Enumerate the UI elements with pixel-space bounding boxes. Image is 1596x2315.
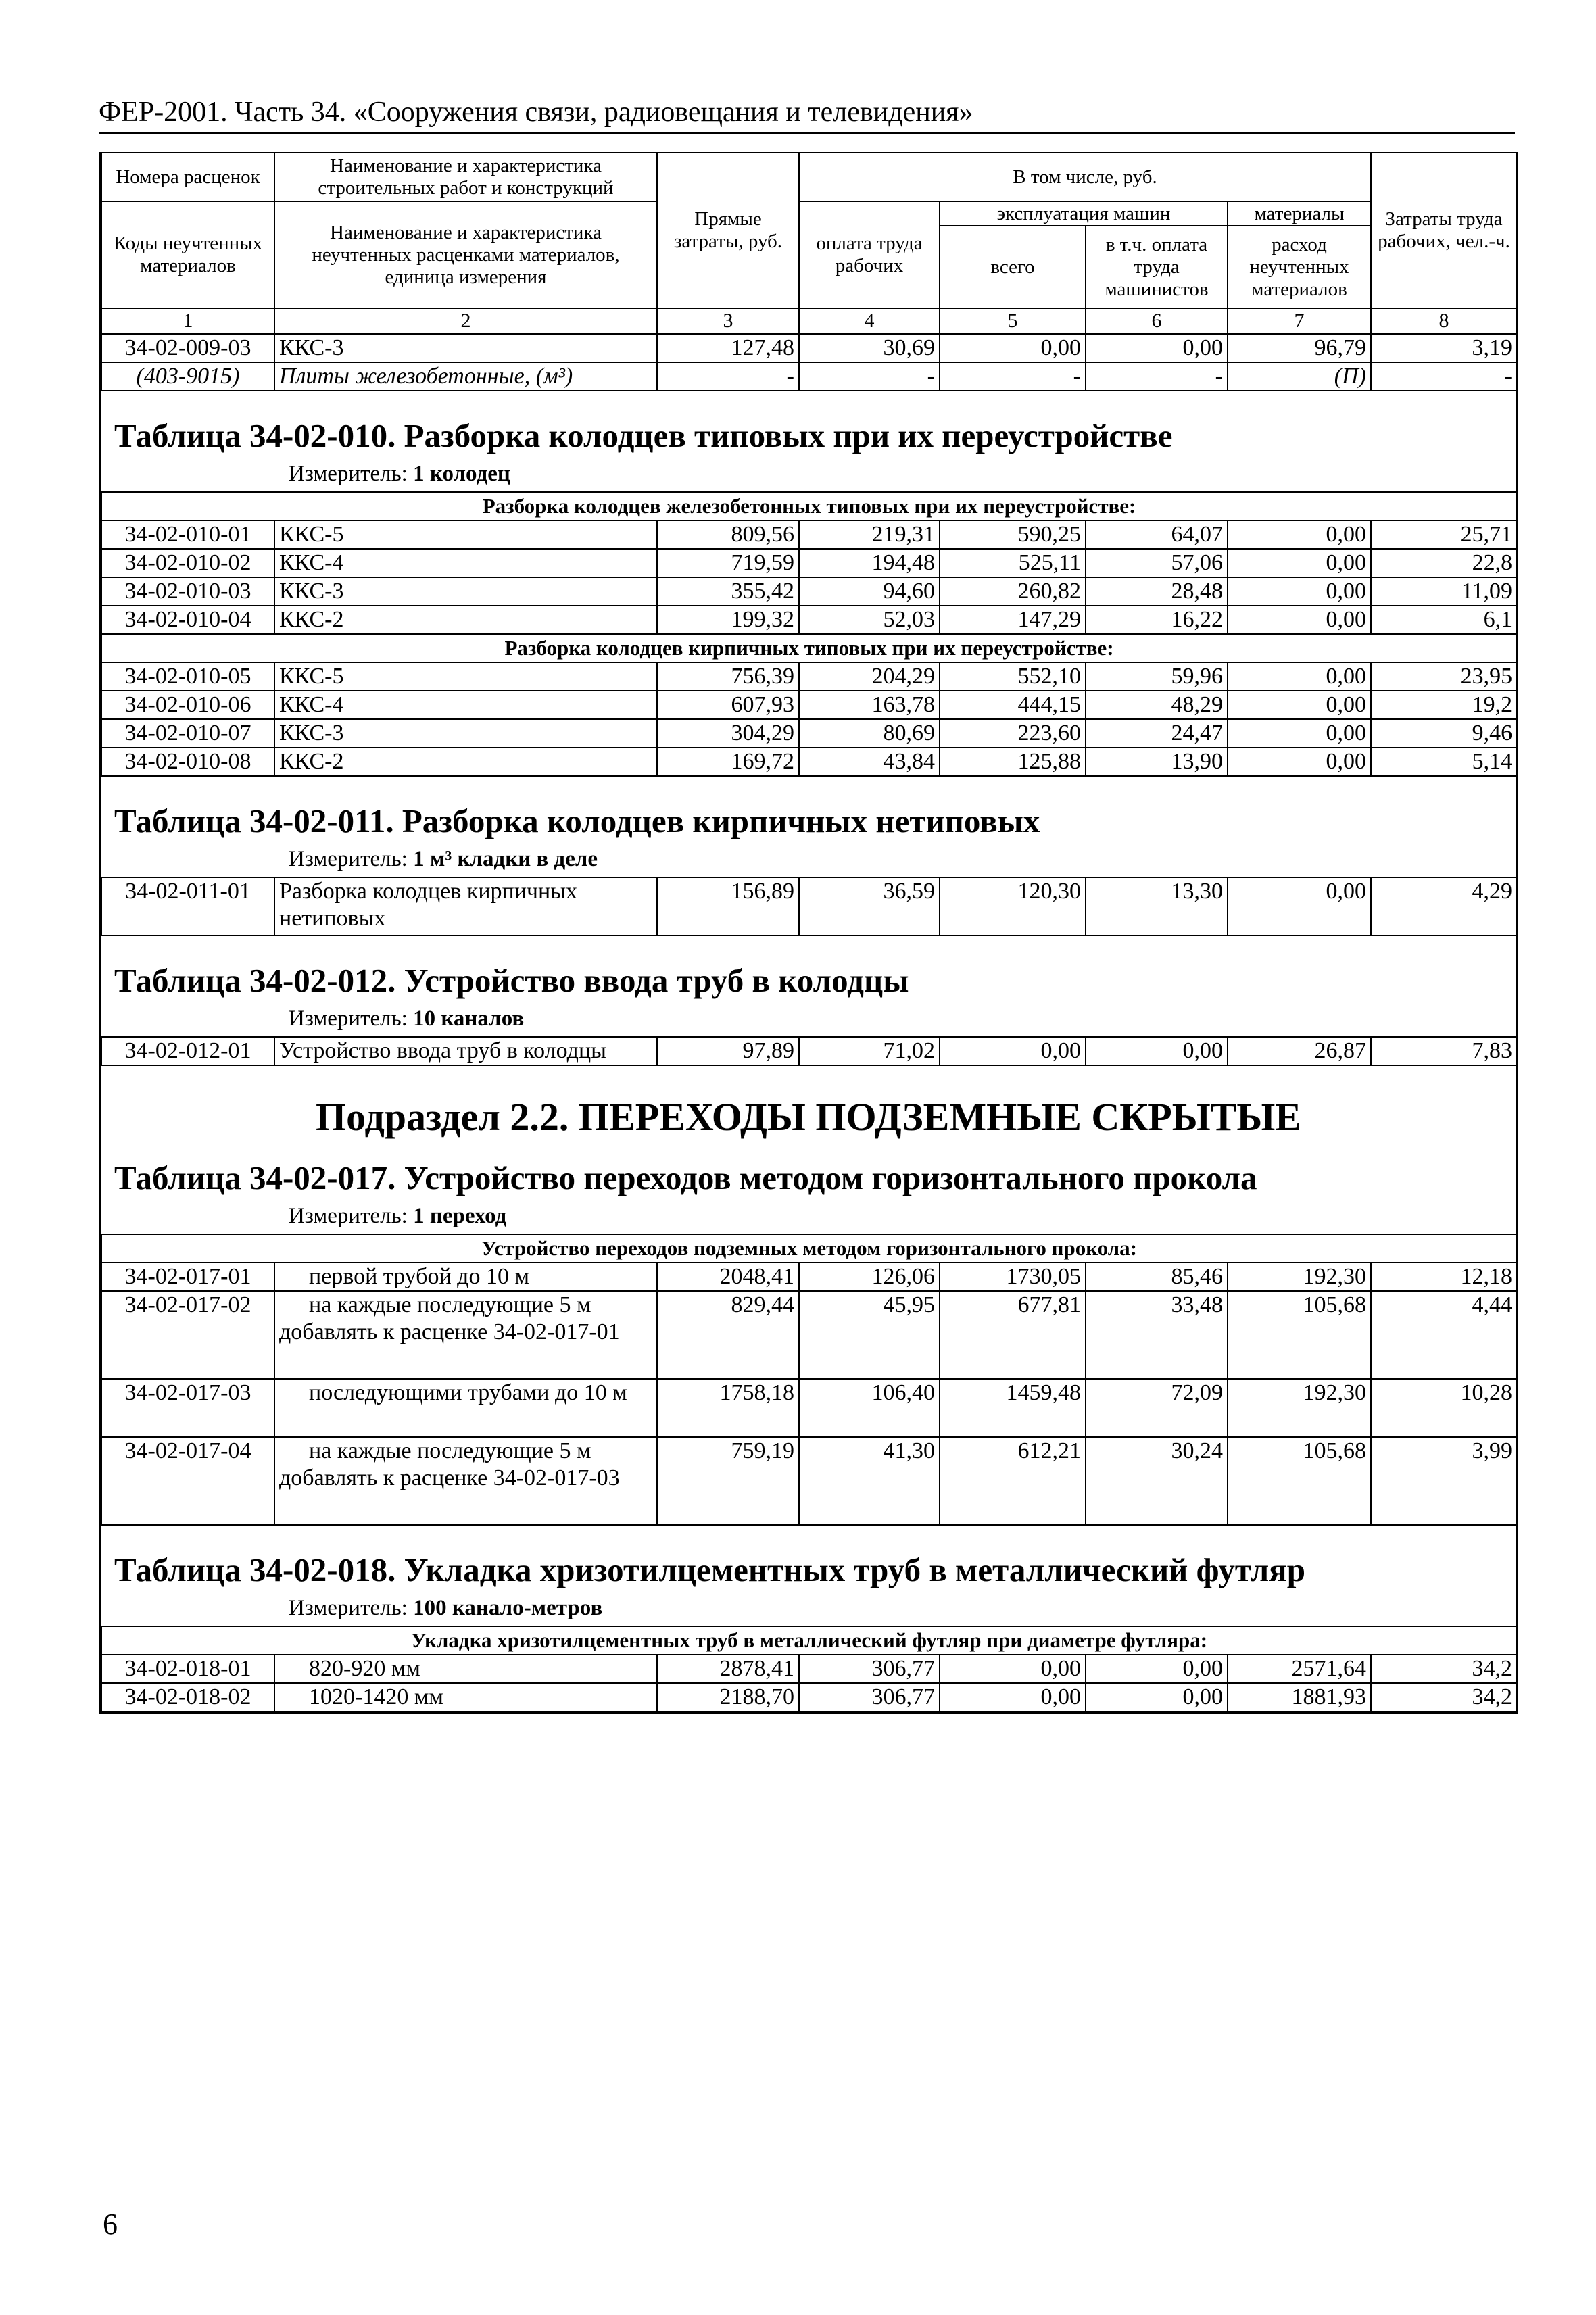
cell-direct: 759,19: [657, 1437, 799, 1525]
table-row-code: 34-02-009-03: [101, 334, 274, 362]
table-34-02-010: [101, 491, 1518, 777]
col-head-machinist-wage: в т.ч. оплата труда машинистов: [1086, 226, 1228, 308]
table-subhead: Укладка хризотилцементных труб в металлический футляр при диаметре футляра:: [101, 1626, 1517, 1655]
table-meter: [101, 843, 1516, 877]
col-head-uncounted-name: Наименование и характеристика неучтенных расценками материалов, единица измерения: [274, 201, 657, 308]
table-row-name: ККС-5: [274, 520, 657, 549]
cell-machinist: 72,09: [1086, 1379, 1228, 1437]
cell-labor: 4,44: [1371, 1291, 1517, 1379]
cell-machines: 125,88: [940, 748, 1086, 776]
table-subhead: Устройство переходов подземных методом горизонтального прокола:: [101, 1234, 1517, 1263]
table-row-name: ККС-3: [274, 577, 657, 606]
table-row-code: 34-02-017-04: [101, 1437, 274, 1525]
cell-direct: 2048,41: [657, 1263, 799, 1291]
cell-direct: 719,59: [657, 549, 799, 577]
table-meter: [101, 1002, 1516, 1036]
col-head-name: Наименование и характеристика строительных работ и конструкций: [274, 153, 657, 201]
col-head-machines-total: всего: [940, 226, 1086, 308]
cell-direct: -: [657, 362, 799, 391]
col-head-wage: оплата труда рабочих: [799, 201, 940, 308]
col-head-machines: эксплуатация машин: [940, 201, 1228, 226]
cell-direct: 2188,70: [657, 1683, 799, 1711]
cell-direct: 304,29: [657, 719, 799, 748]
cell-direct: 127,48: [657, 334, 799, 362]
page-header: ФЕР-2001. Часть 34. «Сооружения связи, радиовещания и телевидения»: [99, 95, 1515, 134]
cell-labor: 9,46: [1371, 719, 1517, 748]
table-row-name: ККС-2: [274, 606, 657, 634]
cell-labor: 22,8: [1371, 549, 1517, 577]
table-row-name: ККС-3: [274, 334, 657, 362]
table-row-code: 34-02-010-04: [101, 606, 274, 634]
cell-machinist: 0,00: [1086, 1037, 1228, 1065]
cell-machines: 223,60: [940, 719, 1086, 748]
table-row-name: Устройство ввода труб в колодцы: [274, 1037, 657, 1065]
cell-machinist: 0,00: [1086, 334, 1228, 362]
table-row-name: ККС-4: [274, 549, 657, 577]
meter-value: 1 переход: [413, 1204, 507, 1228]
cell-machinist: 57,06: [1086, 549, 1228, 577]
header-table: [101, 152, 1518, 391]
cell-machines: 1730,05: [940, 1263, 1086, 1291]
col-head-material-use: расход неучтенных материалов: [1228, 226, 1371, 308]
cell-materials: 0,00: [1228, 520, 1371, 549]
cell-labor: 5,14: [1371, 748, 1517, 776]
table-34-02-017: [101, 1234, 1518, 1526]
cell-direct: 355,42: [657, 577, 799, 606]
cell-materials: 0,00: [1228, 662, 1371, 691]
cell-machines: 677,81: [940, 1291, 1086, 1379]
cell-materials: 0,00: [1228, 691, 1371, 719]
cell-machines: 444,15: [940, 691, 1086, 719]
cell-machines: 552,10: [940, 662, 1086, 691]
col-number: 7: [1228, 308, 1371, 334]
col-number: 4: [799, 308, 940, 334]
table-row-code: 34-02-018-02: [101, 1683, 274, 1711]
cell-wage: 194,48: [799, 549, 940, 577]
col-number: 2: [274, 308, 657, 334]
table-title: Таблица 34-02-010. Разборка колодцев типовых при их переустройстве: [114, 417, 1173, 454]
meter-value: 10 каналов: [413, 1006, 525, 1031]
cell-machinist: 48,29: [1086, 691, 1228, 719]
cell-machines: 147,29: [940, 606, 1086, 634]
col-number: 8: [1371, 308, 1517, 334]
table-row-name: ККС-2: [274, 748, 657, 776]
cell-wage: 52,03: [799, 606, 940, 634]
cell-machines: 525,11: [940, 549, 1086, 577]
table-row-code: 34-02-017-01: [101, 1263, 274, 1291]
col-head-labor: Затраты труда рабочих, чел.-ч.: [1371, 153, 1517, 308]
col-head-uncounted-codes: Коды неучтенных материалов: [101, 201, 274, 308]
cell-wage: -: [799, 362, 940, 391]
meter-label: Измеритель:: [289, 1596, 408, 1620]
cell-machinist: 24,47: [1086, 719, 1228, 748]
table-row-code: 34-02-012-01: [101, 1037, 274, 1065]
col-number: 1: [101, 308, 274, 334]
table-row-name: ККС-5: [274, 662, 657, 691]
col-number: 5: [940, 308, 1086, 334]
meter-label: Измеритель:: [289, 847, 408, 871]
cell-materials: 192,30: [1228, 1263, 1371, 1291]
table-subhead: Разборка колодцев железобетонных типовых при их переустройстве:: [101, 492, 1517, 520]
cell-wage: 219,31: [799, 520, 940, 549]
meter-value: 1 колодец: [413, 462, 510, 486]
cell-direct: 829,44: [657, 1291, 799, 1379]
cell-labor: 7,83: [1371, 1037, 1517, 1065]
cell-direct: 156,89: [657, 877, 799, 935]
table-row-code: 34-02-010-02: [101, 549, 274, 577]
cell-labor: -: [1371, 362, 1517, 391]
table-34-02-018: [101, 1626, 1518, 1712]
cell-machines: 120,30: [940, 877, 1086, 935]
table-row-name: ККС-4: [274, 691, 657, 719]
table-subhead: Разборка колодцев кирпичных типовых при их переустройстве:: [101, 634, 1517, 662]
cell-wage: 94,60: [799, 577, 940, 606]
cell-direct: 809,56: [657, 520, 799, 549]
cell-direct: 169,72: [657, 748, 799, 776]
cell-machinist: 33,48: [1086, 1291, 1228, 1379]
cell-materials: 0,00: [1228, 549, 1371, 577]
cell-direct: 607,93: [657, 691, 799, 719]
cell-wage: 80,69: [799, 719, 940, 748]
cell-labor: 12,18: [1371, 1263, 1517, 1291]
table-row-code: 34-02-017-02: [101, 1291, 274, 1379]
cell-machines: 0,00: [940, 334, 1086, 362]
cell-labor: 4,29: [1371, 877, 1517, 935]
table-row-name: первой трубой до 10 м: [274, 1263, 657, 1291]
meter-value: 100 канало-метров: [413, 1596, 603, 1620]
table-row-code: 34-02-010-06: [101, 691, 274, 719]
section-title: Подраздел 2.2. ПЕРЕХОДЫ ПОДЗЕМНЫЕ СКРЫТЫЕ: [316, 1095, 1301, 1139]
cell-machines: 0,00: [940, 1655, 1086, 1683]
meter-label: Измеритель:: [289, 462, 408, 486]
col-number: 3: [657, 308, 799, 334]
cell-machinist: 28,48: [1086, 577, 1228, 606]
col-head-materials: материалы: [1228, 201, 1371, 226]
table-row-code: (403-9015): [101, 362, 274, 391]
table-row-code: 34-02-018-01: [101, 1655, 274, 1683]
cell-wage: 30,69: [799, 334, 940, 362]
cell-materials: 1881,93: [1228, 1683, 1371, 1711]
table-row-name: последующими трубами до 10 м: [274, 1379, 657, 1437]
table-row-code: 34-02-011-01: [101, 877, 274, 935]
cell-machines: 1459,48: [940, 1379, 1086, 1437]
table-row-code: 34-02-010-08: [101, 748, 274, 776]
cell-labor: 34,2: [1371, 1655, 1517, 1683]
cell-materials: 0,00: [1228, 877, 1371, 935]
cell-materials: 0,00: [1228, 748, 1371, 776]
cell-machines: 0,00: [940, 1683, 1086, 1711]
table-row-name: 1020-1420 мм: [274, 1683, 657, 1711]
table-row-code: 34-02-010-03: [101, 577, 274, 606]
cell-machinist: 13,90: [1086, 748, 1228, 776]
cell-labor: 10,28: [1371, 1379, 1517, 1437]
col-head-incl: В том числе, руб.: [799, 153, 1371, 201]
cell-labor: 3,19: [1371, 334, 1517, 362]
cell-wage: 306,77: [799, 1655, 940, 1683]
cell-machinist: 16,22: [1086, 606, 1228, 634]
cell-materials: 105,68: [1228, 1291, 1371, 1379]
meter-label: Измеритель:: [289, 1006, 408, 1031]
cell-wage: 106,40: [799, 1379, 940, 1437]
cell-labor: 23,95: [1371, 662, 1517, 691]
col-head-codes: Номера расценок: [101, 153, 274, 201]
cell-labor: 34,2: [1371, 1683, 1517, 1711]
table-row-name: на каждые последующие 5 м добавлять к расценке 34-02-017-01: [274, 1291, 657, 1379]
cell-wage: 71,02: [799, 1037, 940, 1065]
cell-materials: 0,00: [1228, 606, 1371, 634]
table-title: Таблица 34-02-017. Устройство переходов методом горизонтального прокола: [114, 1159, 1257, 1196]
cell-machinist: -: [1086, 362, 1228, 391]
table-row-code: 34-02-010-07: [101, 719, 274, 748]
meter-label: Измеритель:: [289, 1204, 408, 1228]
table-34-02-012: [101, 1036, 1518, 1066]
table-34-02-011: [101, 877, 1518, 936]
cell-wage: 41,30: [799, 1437, 940, 1525]
cell-wage: 43,84: [799, 748, 940, 776]
cell-machines: 590,25: [940, 520, 1086, 549]
table-row-name: на каждые последующие 5 м добавлять к расценке 34-02-017-03: [274, 1437, 657, 1525]
table-row-code: 34-02-010-05: [101, 662, 274, 691]
table-meter: [101, 1200, 1516, 1234]
cell-wage: 306,77: [799, 1683, 940, 1711]
cell-direct: 1758,18: [657, 1379, 799, 1437]
page-number: 6: [103, 2208, 118, 2241]
table-meter: [101, 1592, 1516, 1626]
table-title: Таблица 34-02-011. Разборка колодцев кирпичных нетиповых: [114, 802, 1040, 839]
table-row-name: Разборка колодцев кирпичных нетиповых: [274, 877, 657, 935]
meter-value: 1 м³ кладки в деле: [413, 847, 598, 871]
cell-labor: 3,99: [1371, 1437, 1517, 1525]
cell-direct: 97,89: [657, 1037, 799, 1065]
cell-direct: 199,32: [657, 606, 799, 634]
document-body: [99, 152, 1518, 1714]
col-number: 6: [1086, 308, 1228, 334]
cell-machinist: 13,30: [1086, 877, 1228, 935]
cell-materials: 0,00: [1228, 577, 1371, 606]
cell-materials: 26,87: [1228, 1037, 1371, 1065]
cell-machines: 260,82: [940, 577, 1086, 606]
cell-wage: 126,06: [799, 1263, 940, 1291]
table-row-code: 34-02-017-03: [101, 1379, 274, 1437]
cell-machinist: 0,00: [1086, 1683, 1228, 1711]
cell-wage: 45,95: [799, 1291, 940, 1379]
cell-machinist: 59,96: [1086, 662, 1228, 691]
table-row-name: ККС-3: [274, 719, 657, 748]
cell-machines: 612,21: [940, 1437, 1086, 1525]
cell-labor: 6,1: [1371, 606, 1517, 634]
cell-materials: 105,68: [1228, 1437, 1371, 1525]
cell-direct: 2878,41: [657, 1655, 799, 1683]
cell-direct: 756,39: [657, 662, 799, 691]
table-row-name: Плиты железобетонные, (м³): [274, 362, 657, 391]
cell-materials: (П): [1228, 362, 1371, 391]
cell-machines: 0,00: [940, 1037, 1086, 1065]
table-row-name: 820-920 мм: [274, 1655, 657, 1683]
cell-wage: 204,29: [799, 662, 940, 691]
cell-labor: 25,71: [1371, 520, 1517, 549]
table-meter: [101, 458, 1516, 491]
cell-machinist: 0,00: [1086, 1655, 1228, 1683]
table-title: Таблица 34-02-012. Устройство ввода труб в колодцы: [114, 962, 909, 999]
cell-materials: 192,30: [1228, 1379, 1371, 1437]
cell-labor: 19,2: [1371, 691, 1517, 719]
cell-machinist: 30,24: [1086, 1437, 1228, 1525]
table-title: Таблица 34-02-018. Укладка хризотилцементных труб в металлический футляр: [114, 1551, 1305, 1588]
table-row-code: 34-02-010-01: [101, 520, 274, 549]
cell-materials: 0,00: [1228, 719, 1371, 748]
cell-machinist: 85,46: [1086, 1263, 1228, 1291]
cell-wage: 163,78: [799, 691, 940, 719]
cell-materials: 2571,64: [1228, 1655, 1371, 1683]
cell-machines: -: [940, 362, 1086, 391]
cell-materials: 96,79: [1228, 334, 1371, 362]
cell-wage: 36,59: [799, 877, 940, 935]
col-head-direct: Прямые затраты, руб.: [657, 153, 799, 308]
cell-labor: 11,09: [1371, 577, 1517, 606]
cell-machinist: 64,07: [1086, 520, 1228, 549]
